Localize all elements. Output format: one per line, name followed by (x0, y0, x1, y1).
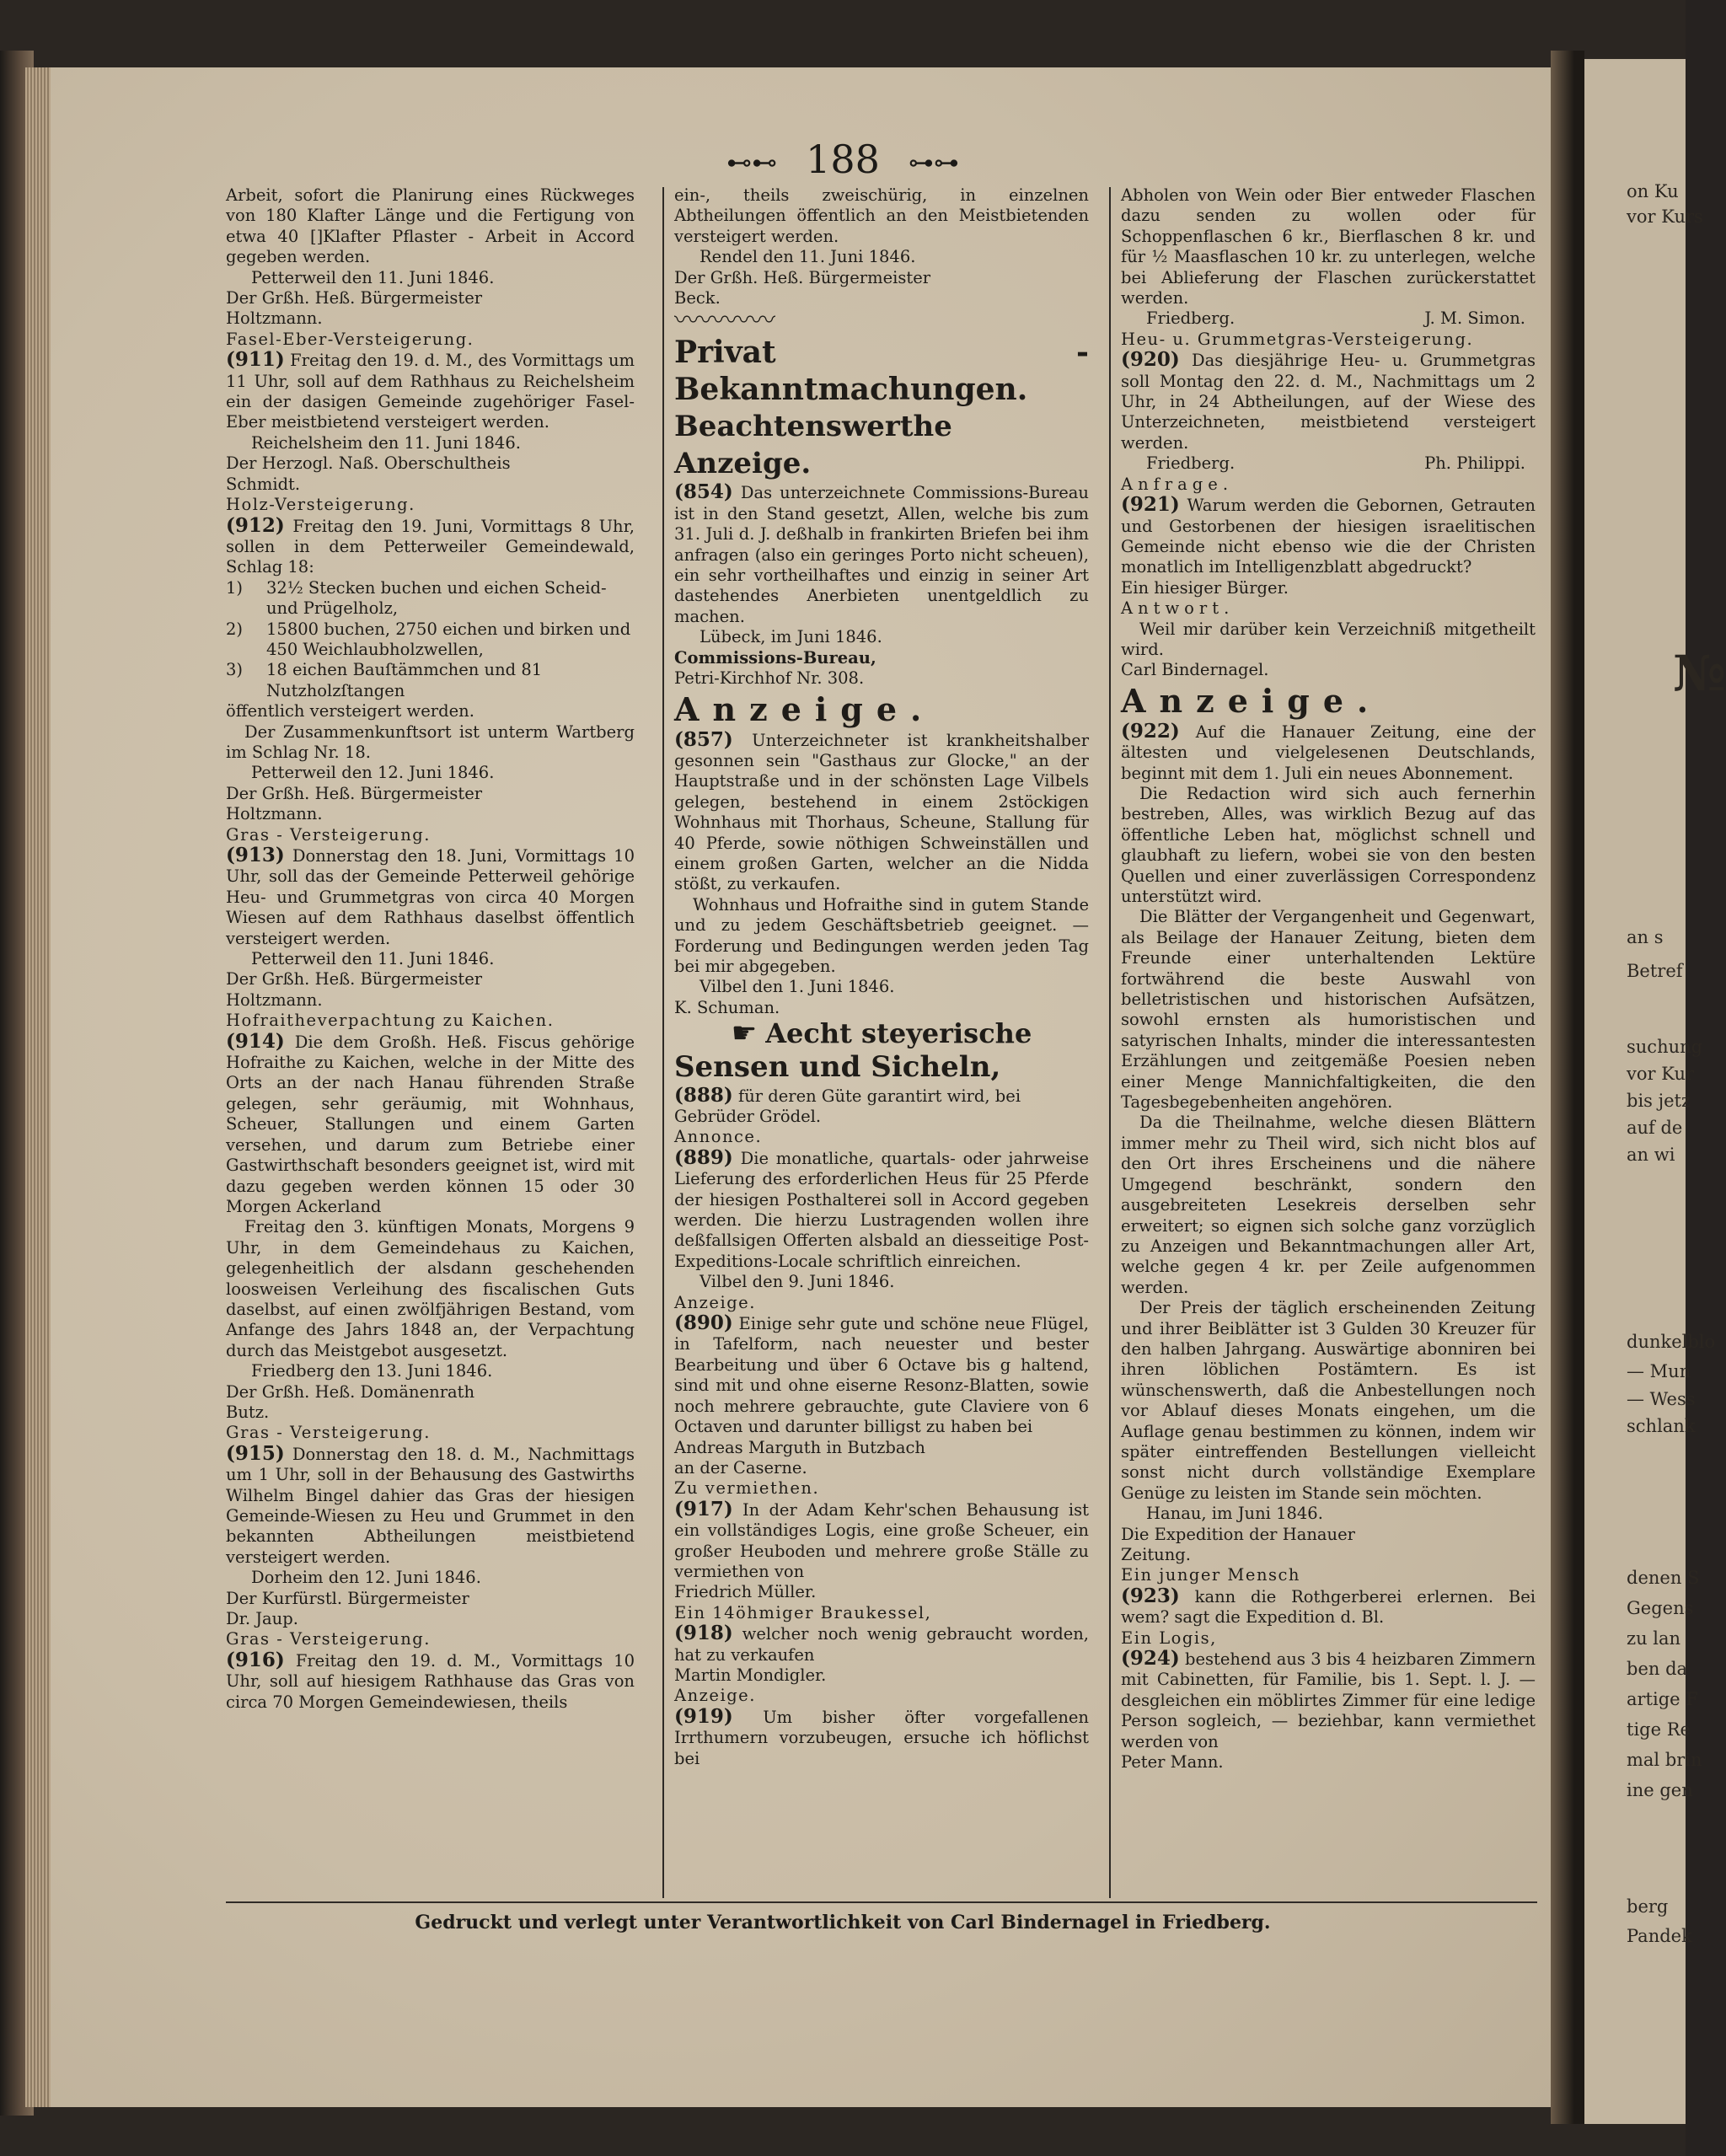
list-text: 15800 buchen, 2750 eichen und birken und 450 Weichlaubholzwellen, (266, 619, 631, 659)
notice-917 (674, 1499, 1089, 1583)
notice-918 (674, 1623, 1089, 1665)
notice-heading: Holz-Versteigerung. (226, 495, 415, 515)
notice-signature: Holtzmann. (226, 804, 323, 824)
list-text: 32½ Stecken buchen und eichen Scheid- und Prügelholz, (266, 577, 607, 619)
notice-signature: Der Grßh. Heß. Domänenrath (226, 1381, 475, 1402)
notice-heading: Anzeige. (674, 1686, 756, 1706)
notice-number: (919) (674, 1704, 733, 1728)
page-footer: Gedruckt und verlegt unter Verantwortlichkeit von Carl Bindernagel in Friedberg. (415, 1912, 1271, 1933)
notice-text: Weil mir darüber kein Verzeichniß mitgetheilt wird. (1121, 619, 1536, 659)
notice-number: (914) (226, 1029, 285, 1053)
notice-text: Freitag den 19. d. M., Vormittags 10 Uhr, soll auf hiesigem Rathhause das Gras von circa 70 Morgen Gemeindewiesen, theils (226, 1650, 635, 1712)
next-page-text: on Ku (1627, 181, 1679, 201)
notice-914 (226, 1029, 635, 1218)
next-page-text: tige Re (1627, 1719, 1691, 1740)
notice-signature: Zeitung. (1121, 1545, 1191, 1564)
notice-number: (921) (1121, 493, 1180, 517)
next-page-text: bis jetz (1627, 1091, 1691, 1111)
notice-signature-line (1121, 308, 1536, 329)
next-page-text: artige F (1627, 1689, 1698, 1709)
advert-title-line: Sensen und Sicheln, (674, 1049, 1001, 1084)
notice-922 (1121, 721, 1536, 784)
next-page-text: auf de (1627, 1118, 1683, 1138)
next-page-text: ben da (1627, 1659, 1688, 1679)
section-title: Anzeige. (674, 689, 935, 728)
next-page-text: Betref (1627, 961, 1683, 981)
next-page-text: zu lan (1627, 1628, 1681, 1649)
notice-text: Da die Theilnahme, welche diesen Blättern immer mehr zu Theil wird, sich nicht blos auf den Ort ihres Erscheinens und die nähere Umgegend beschränkt, sondern den ausgebreiteten Lesekreis derselben sehr erweitert; so eignen sich solche ganz vorzüglich zu Anzeigen und Bekanntmachungen aller Art, welche gegen 4 kr. per Zeile aufgenommen werden. (1121, 1113, 1536, 1297)
notice-text: kann die Rothgerberei erlernen. Bei wem? sagt die Expedition d. Bl. (1121, 1586, 1536, 1628)
section-subtitle: Beachtenswerthe Anzeige. (674, 410, 952, 481)
notice-854 (674, 482, 1089, 627)
notice-signature: Die Expedition der Hanauer (1121, 1524, 1355, 1544)
notice-place-date: Rendel den 11. Juni 1846. (700, 247, 916, 267)
notice-text: Der Zusammenkunftsort ist unterm Wartberg im Schlag Nr. 18. (226, 721, 635, 762)
column-3 (1121, 185, 1536, 1773)
notice-place-date: Petterweil den 12. Juni 1846. (251, 763, 495, 783)
notice-text: Arbeit, sofort die Planirung eines Rückweges von 180 Klafter Länge und die Fertigung von etwa 40 []Klafter Pflaster - Arbeit in Accord gegeben werden. (226, 185, 635, 267)
notice-text: Unterzeichneter ist krankheitshalber gesonnen sein "Gasthaus zur Glocke," an der Hauptstraße und in der schönsten Lage Vilbels gelegen, bestehend in einem 2stöckigen Wohnhaus mit Thorhaus, Scheune, Stallung für 40 Pferde, sowie nöthigen Schweinställen und einem großen Garten, welcher an die Nidda stößt, zu verkaufen. (674, 730, 1090, 894)
notice-text: Der Preis der täglich erscheinenden Zeitung und ihrer Beiblätter ist 3 Gulden 30 Kreuzer für den halben Jahrgang. Auswärtige abonniren bei ihren löblichen Postämtern. Es ist wünschenswerth, daß die Anbestellungen noch vor Ablauf dieses Monats eingehen, um die Auflage genau bestimmen zu können, indem wir später eintreffenden Bestellungen vielleicht sonst nicht durch vollständige Exemplare Genüge zu leisten im Stande sein möchten. (1121, 1298, 1536, 1503)
notice-text: bestehend aus 3 bis 4 heizbaren Zimmern mit Cabinetten, für Familie, bis 1. Sept. l. J. — desgleichen ein möblirtes Zimmer für eine ledige Person sogleich, — beziehbar, kann vermiethet werden von (1121, 1649, 1536, 1751)
notice-heading: Annonce. (674, 1127, 763, 1147)
notice-924 (1121, 1649, 1536, 1752)
section-title: Privat - Bekanntmachungen. (674, 335, 1089, 408)
notice-heading: Gras - Versteigerung. (226, 1423, 431, 1443)
notice-text: ein-, theils zweischürig, in einzelnen Abtheilungen öffentlich an den Meistbietenden versteigert werden. (674, 185, 1089, 246)
notice-signature: Der Herzogl. Naß. Oberschultheis (226, 453, 511, 474)
list-text: 18 eichen Bauſtämmchen und 81 Nutzholzſtangen (266, 660, 543, 700)
notice-heading: Heu- u. Grummetgras-Versteigerung. (1121, 329, 1474, 349)
notice-923 (1121, 1586, 1536, 1628)
notice-number: (854) (674, 480, 733, 504)
notice-signature-line (1121, 453, 1536, 474)
next-page-text: vor Kur (1627, 1064, 1695, 1084)
next-page-text: dunkelblo (1627, 1332, 1716, 1352)
notice-number: (888) (674, 1083, 733, 1107)
notice-place-date: Hanau, im Juni 1846. (1146, 1504, 1323, 1524)
notice-signature: Gebrüder Grödel. (674, 1107, 822, 1126)
notice-signature: K. Schuman. (674, 997, 780, 1017)
page-header (0, 137, 1686, 182)
ornament-right-icon: ⊶⊶ (908, 147, 959, 178)
footer-rule (226, 1901, 1537, 1903)
notice-911 (226, 350, 635, 433)
notice-signature: Der Kurfürstl. Bürgermeister (226, 1588, 469, 1608)
notice-signature: Ein hiesiger Bürger. (1121, 577, 1289, 598)
notice-857 (674, 727, 1090, 895)
notice-signature: J. M. Simon. (1424, 308, 1525, 329)
notice-heading: Gras - Versteigerung. (226, 1629, 431, 1649)
notice-number: (916) (226, 1648, 285, 1671)
next-page-text: — Mun (1627, 1361, 1691, 1381)
column-2 (674, 185, 1089, 1769)
notice-place-date: Reichelsheim den 11. Juni 1846. (251, 432, 521, 453)
notice-heading: Anzeige. (674, 1292, 756, 1312)
notice-place-date: Friedberg. (1146, 453, 1236, 474)
notice-signature: Carl Bindernagel. (1121, 660, 1269, 680)
notice-890 (674, 1313, 1089, 1437)
notice-text: Um bisher öfter vorgefallenen Irrthumern vorzubeugen, ersuche ich höflichst bei (674, 1707, 1089, 1768)
notice-text: Das unterzeichnete Commissions-Bureau ist in den Stand gesetzt, Allen, welche bis zum 31. Juli d. J. deßhalb in frankirten Briefen bei ihm anfragen (also ein geringes Porto nicht scheuen), ein sehr vortheilhaftes und einzig in seiner Art dastehendes Anerbieten unentgeldlich zu machen. (674, 483, 1089, 626)
list-item (226, 619, 635, 661)
notice-signature: Commissions-Bureau, (674, 647, 876, 668)
next-page-text: berg (1627, 1896, 1669, 1917)
notice-921 (1121, 495, 1536, 578)
notice-signature: an der Caserne. (674, 1457, 807, 1478)
next-page-text: suchung (1627, 1037, 1703, 1057)
notice-heading: Anfrage. (1121, 474, 1234, 494)
notice-number: (911) (226, 348, 285, 372)
notice-text: Einige sehr gute und schöne neue Flügel, in Tafelform, nach neuester und bester Bearbeitung und über 6 Octave bis g haltend, sind mit und ohne eiserne Resonz-Blatten, sowie noch mehrere gebrauchte, gute Claviere von 6 Octaven und darunter billigst zu haben bei (674, 1314, 1090, 1437)
notice-916 (226, 1650, 635, 1713)
list-marker: 1) (226, 577, 244, 598)
list-item (226, 578, 635, 619)
notice-signature: Ph. Philippi. (1424, 453, 1525, 474)
notice-915 (226, 1441, 635, 1568)
notice-text: Die Redaction wird sich auch fernerhin bestreben, Alles, was wirklich Bezug auf das öffentliche Leben hat, möglichst schnell und glaubhaft zu liefern, wobei sie von den besten Quellen und einer zuverlässigen Correspondenz unterstützt wird. (1121, 783, 1536, 906)
next-page-number-sign: № (1673, 645, 1726, 702)
notice-heading: Ein Logis, (1121, 1628, 1217, 1648)
list-marker: 3) (226, 660, 244, 680)
next-page-text: schlank (1627, 1416, 1696, 1436)
list-item (226, 660, 635, 701)
notice-number: (912) (226, 513, 285, 537)
notice-text: Donnerstag den 18. d. M., Nachmittags um 1 Uhr, soll in der Behausung des Gastwirths Wilhelm Bingel dahier das Gras der hiesigen Gemeinde-Wiesen zu Heu und Grummet in den bekannten Abtheilungen meistbietend versteigert werden. (226, 1444, 635, 1567)
notice-text: Freitag den 3. künftigen Monats, Morgens 9 Uhr, in dem Gemeindehaus zu Kaichen, gelegenheitlich der alsdann geschehenden loosweisen Verleihung des fiscalischen Guts daselbst, auf einen zwölfjährigen Bestand, vom Anfange des Jahrs 1848 an, der Verpachtung durch das Meistgebot ausgesetzt. (226, 1217, 635, 1360)
notice-text: Wohnhaus und Hofraithe sind in gutem Stande und zu jedem Geschäftsbetrieb geeignet. — Forderung und Bedingungen werden jeden Tag bei mir abgegeben. (674, 894, 1089, 976)
notice-place-date: Dorheim den 12. Juni 1846. (251, 1568, 481, 1588)
notice-number: (890) (674, 1311, 733, 1335)
notice-heading: Hofraitheverpachtung zu Kaichen. (226, 1011, 555, 1031)
notice-place-date: Vilbel den 1. Juni 1846. (700, 977, 895, 997)
notice-889 (674, 1145, 1089, 1272)
notice-text: Warum werden die Gebornen, Getrauten und Gestorbenen der hiesigen israelitischen Gemeinde nicht ebenso wie die der Christen monatlich im Intelligenzblatt abgedruckt? (1121, 496, 1536, 577)
notice-888 (674, 1083, 1089, 1107)
notice-signature: Peter Mann. (1121, 1752, 1224, 1773)
notice-text: Das diesjährige Heu- u. Grummetgras soll Montag den 22. d. M., Nachmittags um 2 Uhr, in 24 Abtheilungen, auf der Wiese des Unterzeichneten, meistbietend versteigert werden. (1121, 351, 1536, 453)
next-page-text: Gegens (1627, 1598, 1694, 1618)
notice-place-date: Vilbel den 9. Juni 1846. (700, 1272, 895, 1292)
notice-signature: Schmidt. (226, 474, 301, 494)
notice-signature: Der Grßh. Heß. Bürgermeister (226, 969, 483, 990)
notice-heading: Antwort. (1121, 598, 1235, 619)
notice-signature: Butz. (226, 1402, 270, 1422)
notice-text: Auf die Hanauer Zeitung, eine der ältesten und vielgelesenen Deutschlands, beginnt mit dem 1. Juli ein neues Abonnement. (1121, 721, 1536, 783)
notice-number: (920) (1121, 348, 1180, 372)
notice-text: In der Adam Kehr'schen Behausung ist ein vollständiges Logis, eine große Scheuer, ein großer Heuboden und mehrere große Ställe zu vermiethen von (674, 1499, 1089, 1581)
notice-text: Die dem Großh. Heß. Fiscus gehörige Hofraithe zu Kaichen, welche in der Mitte des Orts an der nach Hanau führenden Straße gelegen, sehr geräumig, mit Wohnhaus, Scheuer, Stallungen und einem Garten versehen, und darum zum Betriebe einer Gastwirthschaft besonders geeignet ist, wird mit dazu gegeben werden können 15 oder 30 Morgen Ackerland (226, 1032, 635, 1216)
advert-title-line: Aecht steyerische (765, 1017, 1032, 1050)
list-marker: 2) (226, 619, 244, 639)
notice-signature: Holtzmann. (226, 990, 323, 1010)
notice-text: welcher noch wenig gebraucht worden, hat zu verkaufen (674, 1624, 1089, 1665)
next-page-strip (1584, 59, 1726, 2124)
notice-text: Die monatliche, quartals- oder jahrweise Lieferung des erforderlichen Heus für 25 Pferde der hiesigen Posthalterei soll in Accord gegeben werden. Die hierzu Lustragenden wollen ihre deßfallsigen Offerten alsbald an diesseitige Post-Expeditions-Locale schriftlich einreichen. (674, 1148, 1089, 1271)
notice-place-date: Petterweil den 11. Juni 1846. (251, 267, 495, 287)
next-page-text: vor Kurs (1627, 206, 1703, 227)
book-gutter (1551, 51, 1584, 2124)
next-page-text: mal brin (1627, 1750, 1702, 1770)
wavy-divider-icon: 〰〰〰〰 (674, 306, 775, 336)
notice-number: (922) (1121, 719, 1180, 743)
notice-heading: Gras - Versteigerung. (226, 824, 431, 845)
next-page-text: ine gen (1627, 1780, 1693, 1800)
notice-heading: Zu vermiethen. (674, 1478, 820, 1499)
notice-number: (917) (674, 1497, 733, 1520)
notice-number: (923) (1121, 1584, 1180, 1607)
notice-text: Donnerstag den 18. Juni, Vormittags 10 Uhr, soll das der Gemeinde Petterweil gehörige Heu- und Grummetgras von circa 40 Morgen Wiesen auf dem Rathhaus daselbst öffentlich versteigert werden. (226, 846, 635, 948)
ornament-left-icon: ⊷⊷ (726, 147, 778, 178)
notice-signature: Holtzmann. (226, 308, 323, 329)
notice-920 (1121, 350, 1536, 453)
notice-913 (226, 845, 635, 949)
pointing-hand-icon: ☛ (731, 1016, 758, 1051)
next-page-text: — Wess (1627, 1389, 1696, 1409)
notice-number: (918) (674, 1622, 733, 1645)
notice-number: (889) (674, 1145, 733, 1169)
notice-place-date: Petterweil den 11. Juni 1846. (251, 949, 495, 969)
notice-text: Freitag den 19. d. M., des Vormittags um 11 Uhr, soll auf dem Rathhaus zu Reichelsheim ein der dasigen Gemeinde zugehöriger Fasel-Eber meistbietend versteigert werden. (226, 351, 635, 432)
notice-signature: Der Grßh. Heß. Bürgermeister (674, 267, 931, 287)
column-1 (226, 185, 635, 1713)
notice-number: (924) (1121, 1647, 1180, 1671)
notice-signature: Petri-Kirchhof Nr. 308. (674, 668, 865, 689)
notice-text: Freitag den 19. Juni, Vormittags 8 Uhr, sollen in dem Petterweiler Gemeindewald, Schlag 18: (226, 516, 635, 577)
notice-signature: Der Grßh. Heß. Bürgermeister (226, 288, 483, 308)
page-number: 188 (806, 137, 880, 182)
notice-text: Die Blätter der Vergangenheit und Gegenwart, als Beilage der Hanauer Zeitung, bieten dem Freunde einer unterhaltenden Lektüre fortwährend die beste Auswahl von belletristischen und historischen Aufsätzen, sowohl ernsten als humoristischen und satyrischen Inhalts, minder die interessantesten Erzählungen und zeitgemäße Poesien neben einer Menge Mannichfaltigkeiten, die den Tagesbegebenheiten angehören. (1121, 907, 1536, 1113)
notice-signature: Beck. (674, 288, 721, 308)
notice-text: Abholen von Wein oder Bier entweder Flaschen dazu senden zu wollen oder für Schoppenflaschen 6 kr., Bierflaschen 8 kr. und für ½ Maasflaschen 10 kr. zu unterlegen, welche bei Ablieferung der Flaschen zurückerstattet werden. (1121, 185, 1536, 308)
notice-place-date: Lübeck, im Juni 1846. (700, 627, 882, 647)
next-page-text: an wi (1627, 1145, 1675, 1165)
next-page-text: denen S (1627, 1568, 1700, 1588)
notice-signature: Der Grßh. Heß. Bürgermeister (226, 783, 483, 803)
section-title: Anzeige. (1121, 681, 1382, 720)
notice-signature: Andreas Marguth in Butzbach (674, 1437, 925, 1457)
column-rule (662, 187, 664, 1898)
notice-912 (226, 513, 635, 578)
notice-number: (913) (226, 844, 285, 866)
next-page-text: Pandek (1627, 1926, 1692, 1946)
notice-number: (857) (674, 727, 733, 751)
notice-text: für deren Güte garantirt wird, bei (737, 1086, 1021, 1106)
notice-signature: Dr. Jaup. (226, 1609, 298, 1629)
notice-place-date: Friedberg den 13. Juni 1846. (251, 1361, 493, 1381)
notice-signature: Friedrich Müller. (674, 1582, 817, 1602)
advert-title (674, 1016, 1089, 1051)
notice-text: öffentlich versteigert werden. (226, 701, 474, 721)
next-page-text: an s (1627, 927, 1664, 947)
notice-number: (915) (226, 1441, 285, 1465)
column-rule (1109, 187, 1111, 1898)
notice-place-date: Friedberg. (1146, 308, 1236, 329)
notice-signature: Martin Mondigler. (674, 1665, 827, 1685)
notice-heading: Ein 14öhmiger Braukessel, (674, 1602, 932, 1622)
notice-heading: Ein junger Mensch (1121, 1565, 1300, 1585)
notice-heading: Fasel-Eber-Versteigerung. (226, 329, 474, 349)
notice-919 (674, 1704, 1089, 1769)
